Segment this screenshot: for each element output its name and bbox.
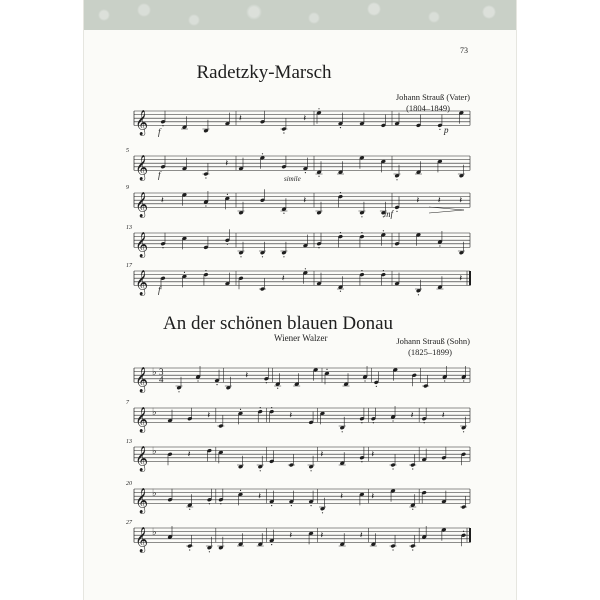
piece-title-radetzky: Radetzky-Marsch	[196, 62, 332, 83]
staccato-dot	[271, 407, 272, 408]
staccato-dot	[283, 213, 284, 214]
staccato-dot	[340, 192, 341, 193]
rest-icon: 𝄽	[303, 195, 307, 205]
staccato-dot	[189, 549, 190, 550]
composer-name-1: Johann Strauß (Vater)	[395, 92, 470, 102]
dynamic-mark: mf	[384, 209, 393, 219]
staccato-dot	[392, 468, 393, 469]
staccato-dot	[463, 531, 464, 532]
rest-icon: 𝄽	[459, 195, 463, 205]
dynamic-mark: f	[158, 285, 161, 295]
treble-clef-icon: 𝄞	[135, 487, 149, 513]
expression-simile: simile	[284, 175, 301, 183]
rest-icon: 𝄽	[371, 491, 375, 501]
staccato-dot	[216, 384, 217, 385]
staccato-dot	[162, 247, 163, 248]
rest-icon: 𝄽	[239, 113, 242, 123]
staccato-dot	[240, 409, 241, 410]
staccato-dot	[463, 431, 464, 432]
staccato-dot	[439, 129, 440, 130]
rest-icon: 𝄽	[281, 273, 285, 283]
composer-dates-2: (1825–1899)	[408, 347, 452, 357]
staccato-dot	[162, 125, 163, 126]
rest-icon: 𝄽	[289, 530, 293, 540]
key-signature-flat: ♭	[152, 488, 157, 499]
staccato-dot	[418, 294, 419, 295]
rest-icon: 𝄽	[441, 410, 445, 420]
piece-subtitle: Wiener Walzer	[274, 333, 328, 343]
staccato-dot	[209, 503, 210, 504]
staccato-dot	[342, 431, 343, 432]
treble-clef-icon: 𝄞	[135, 406, 149, 432]
rest-icon: 𝄽	[289, 410, 293, 420]
key-signature-flat: ♭	[152, 407, 157, 418]
measure-number: 27	[126, 520, 132, 526]
treble-clef-icon: 𝄞	[135, 231, 149, 257]
page-number: 73	[460, 46, 468, 55]
rest-icon: 𝄽	[320, 449, 324, 459]
measure-number: 9	[126, 185, 129, 191]
staccato-dot	[271, 505, 272, 506]
staccato-dot	[205, 205, 206, 206]
staccato-dot	[189, 509, 190, 510]
rest-icon: 𝄽	[303, 113, 307, 123]
key-signature-flat: ♭	[152, 367, 157, 378]
rest-icon: 𝄽	[207, 410, 211, 420]
staccato-dot	[340, 291, 341, 292]
treble-clef-icon: 𝄞	[135, 366, 149, 392]
staccato-dot	[227, 244, 228, 245]
staccato-dot	[318, 176, 319, 177]
staccato-dot	[361, 216, 362, 217]
dynamic-mark: p	[444, 125, 449, 135]
staccato-dot	[396, 179, 397, 180]
staccato-dot	[412, 468, 413, 469]
staccato-dot	[444, 380, 445, 381]
piece-title-donau: An der schönen blauen Donau	[162, 313, 394, 334]
rest-icon: 𝄽	[187, 449, 191, 459]
rest-icon: 𝄽	[225, 158, 229, 168]
staccato-dot	[262, 153, 263, 154]
staccato-dot	[318, 108, 319, 109]
staccato-dot	[326, 369, 327, 370]
staccato-dot	[361, 422, 362, 423]
rest-icon: 𝄽	[340, 491, 343, 501]
staccato-dot	[305, 172, 306, 173]
staccato-dot	[412, 509, 413, 510]
staccato-dot	[277, 388, 278, 389]
treble-clef-icon: 𝄞	[135, 154, 149, 180]
dynamic-mark: f	[158, 127, 161, 137]
rest-icon: 𝄽	[258, 491, 262, 501]
sheet-music-score	[84, 0, 516, 600]
staccato-dot	[373, 422, 374, 423]
time-signature-bottom: 4	[159, 374, 164, 385]
staccato-dot	[392, 549, 393, 550]
staccato-dot	[305, 268, 306, 269]
staccato-dot	[266, 382, 267, 383]
composer-name-2: Johann Strauß (Sohn)	[396, 336, 470, 346]
music-page	[84, 0, 516, 600]
staccato-dot	[240, 256, 241, 257]
treble-clef-icon: 𝄞	[135, 445, 149, 471]
staccato-dot	[361, 232, 362, 233]
staccato-dot	[310, 470, 311, 471]
staccato-dot	[260, 407, 261, 408]
rest-icon: 𝄽	[410, 410, 414, 420]
measure-number: 5	[126, 148, 129, 154]
treble-clef-icon: 𝄞	[135, 269, 149, 295]
staccato-dot	[376, 386, 377, 387]
staccato-dot	[340, 127, 341, 128]
staccato-dot	[361, 270, 362, 271]
treble-clef-icon: 𝄞	[135, 191, 149, 217]
measure-number: 17	[126, 263, 132, 269]
staccato-dot	[205, 177, 206, 178]
staccato-dot	[283, 256, 284, 257]
rest-icon: 𝄽	[359, 530, 363, 540]
rest-icon: 𝄽	[371, 449, 375, 459]
staccato-dot	[361, 461, 362, 462]
measure-number: 13	[126, 225, 132, 231]
staccato-dot	[463, 380, 464, 381]
staccato-dot	[205, 270, 206, 271]
staccato-dot	[197, 380, 198, 381]
staccato-dot	[383, 230, 384, 231]
measure-number: 13	[126, 439, 132, 445]
staccato-dot	[283, 132, 284, 133]
staccato-dot	[262, 256, 263, 257]
rest-icon: 𝄽	[245, 370, 249, 380]
staccato-dot	[220, 503, 221, 504]
staccato-dot	[178, 391, 179, 392]
rest-icon: 𝄽	[437, 195, 441, 205]
crescendo-hairpin	[429, 207, 464, 213]
staccato-dot	[240, 490, 241, 491]
staccato-dot	[291, 505, 292, 506]
staccato-dot	[260, 470, 261, 471]
composer-dates-1: (1804–1849)	[406, 103, 450, 113]
staccato-dot	[340, 232, 341, 233]
key-signature-flat: ♭	[152, 527, 157, 538]
key-signature-flat: ♭	[152, 446, 157, 457]
staccato-dot	[271, 544, 272, 545]
treble-clef-icon: 𝄞	[135, 109, 149, 135]
staccato-dot	[392, 420, 393, 421]
staccato-dot	[364, 380, 365, 381]
staccato-dot	[184, 272, 185, 273]
staccato-dot	[310, 505, 311, 506]
staccato-dot	[412, 549, 413, 550]
treble-clef-icon: 𝄞	[135, 526, 149, 552]
staccato-dot	[318, 247, 319, 248]
staccato-dot	[209, 551, 210, 552]
rest-icon: 𝄽	[459, 273, 463, 283]
staccato-dot	[383, 270, 384, 271]
measure-number: 7	[126, 400, 129, 406]
measure-number: 20	[126, 481, 132, 487]
staccato-dot	[396, 211, 397, 212]
staccato-dot	[424, 422, 425, 423]
staccato-dot	[322, 512, 323, 513]
staccato-dot	[227, 194, 228, 195]
rest-icon: 𝄽	[161, 195, 164, 205]
dynamic-mark: f	[158, 170, 161, 180]
rest-icon: 𝄽	[416, 195, 420, 205]
time-signature-top: 3	[159, 367, 164, 377]
rest-icon: 𝄽	[320, 530, 324, 540]
staccato-dot	[439, 245, 440, 246]
